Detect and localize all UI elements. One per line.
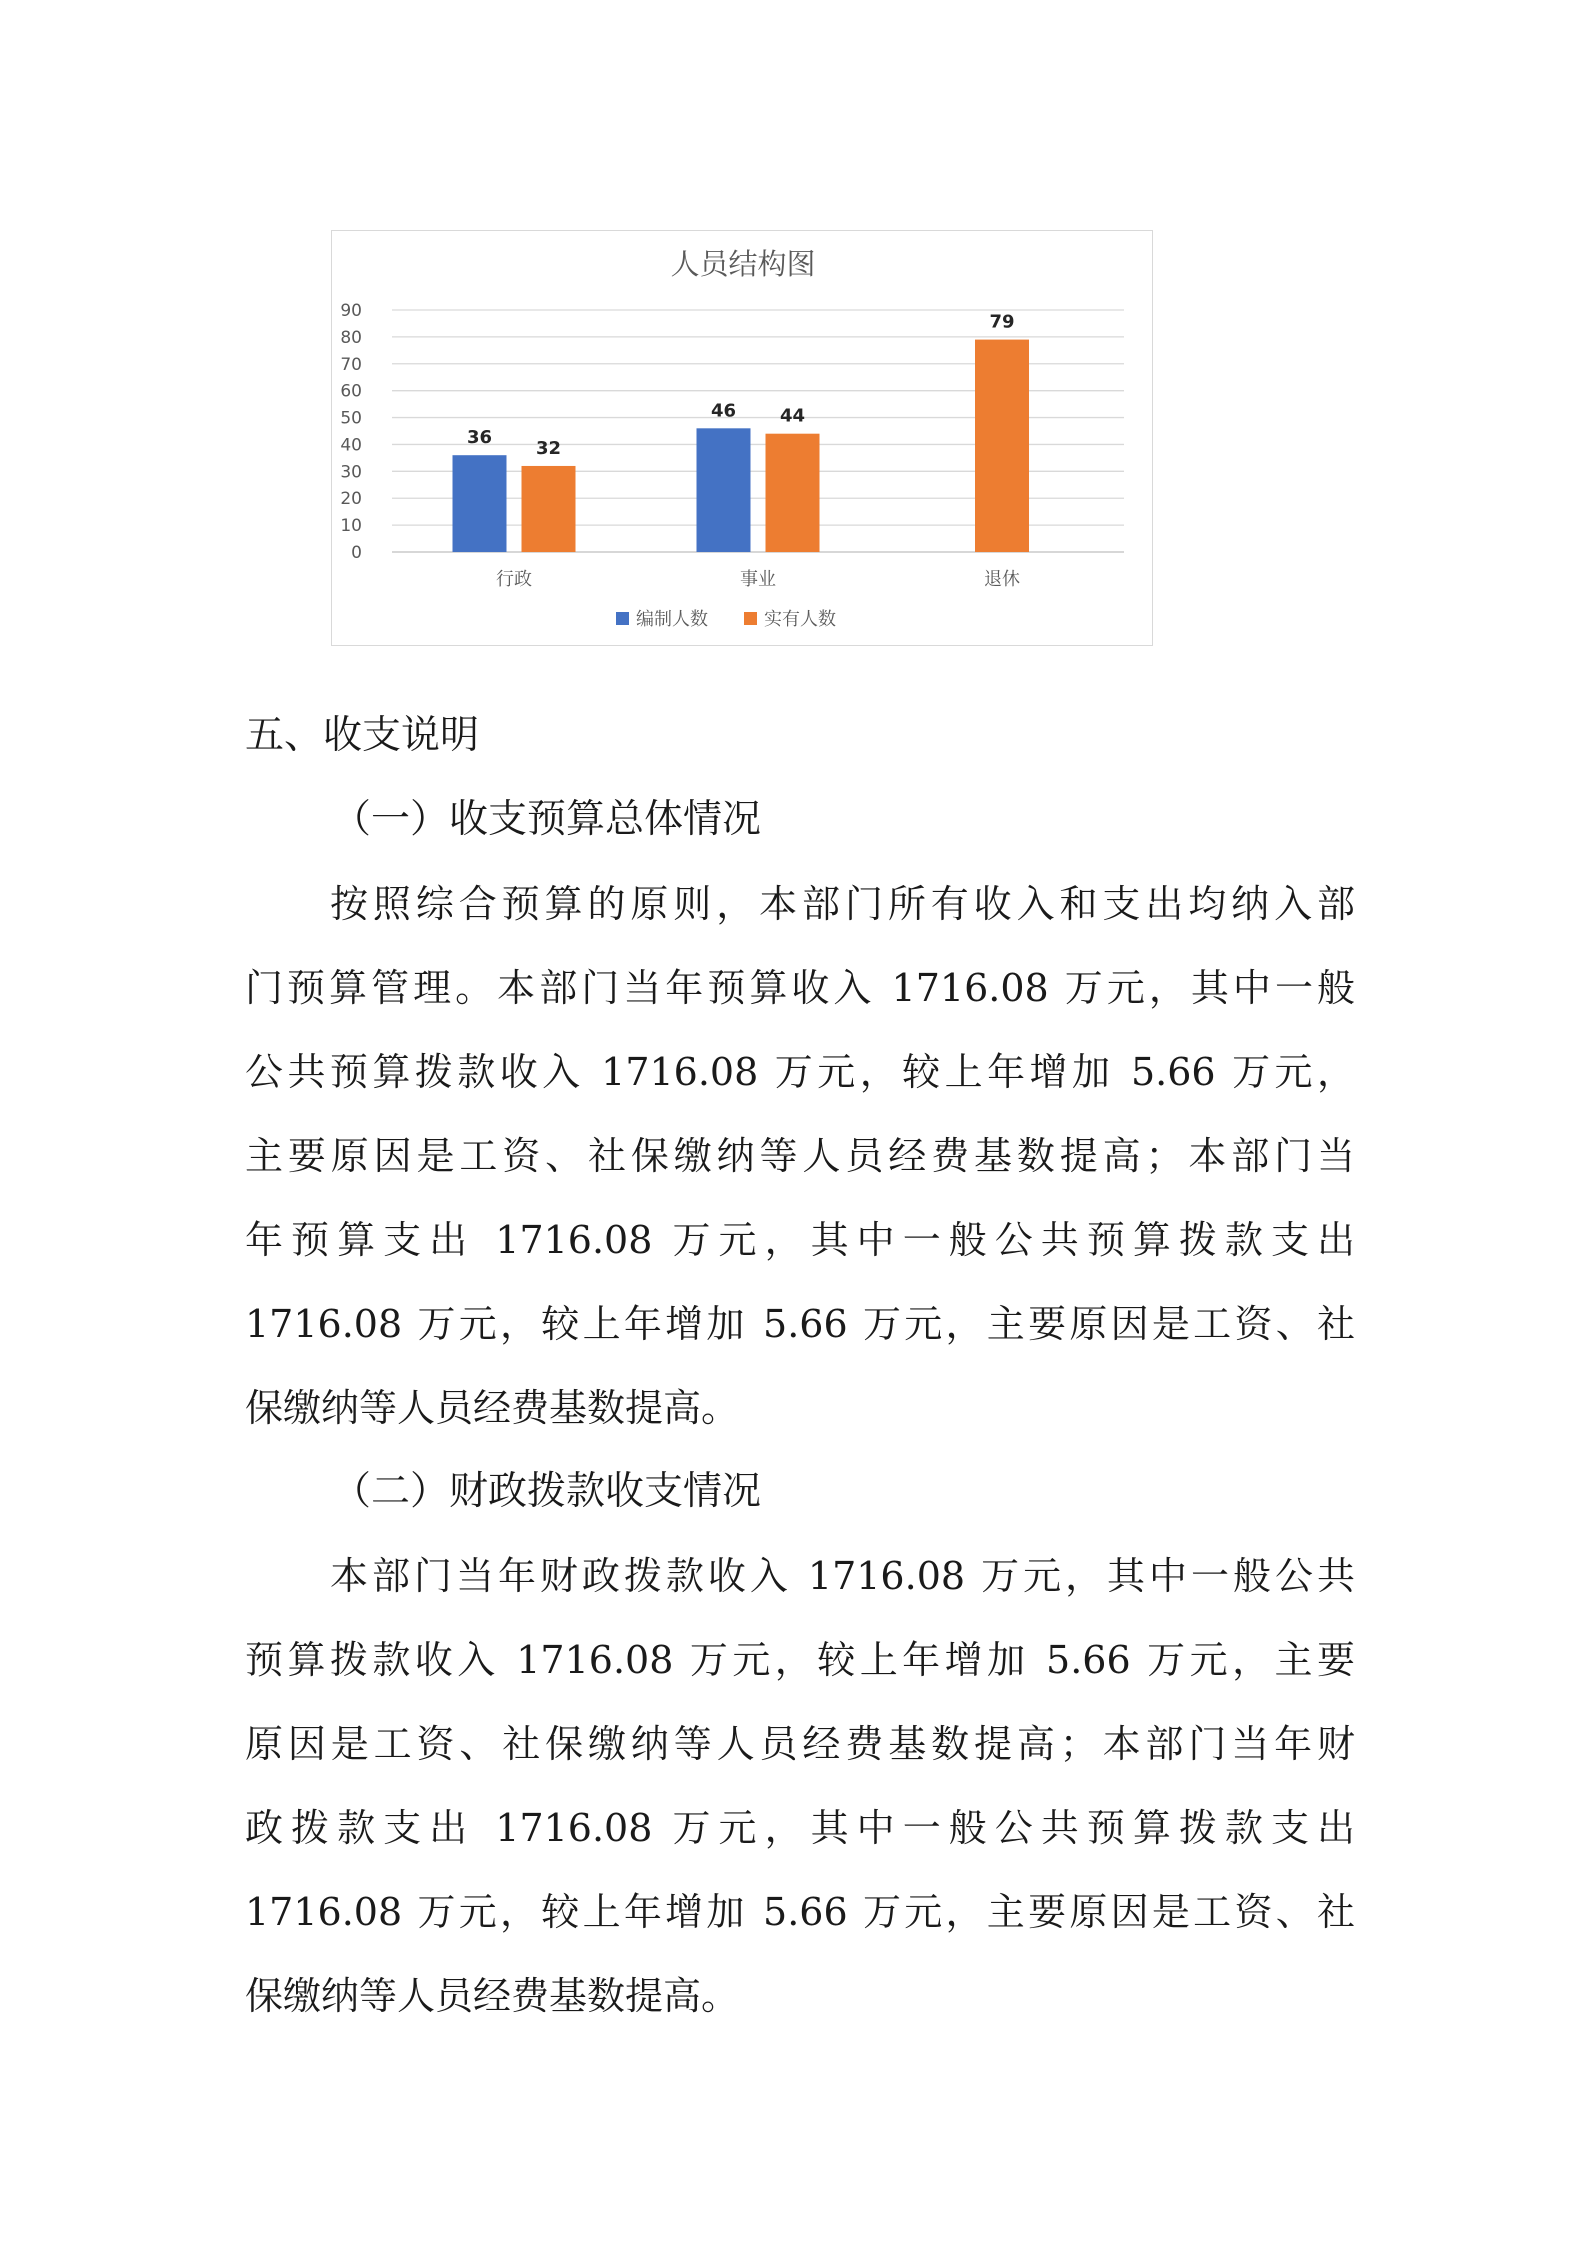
bar-编制人数: [697, 428, 751, 552]
y-tick-label: 20: [340, 489, 362, 510]
data-label: 44: [779, 405, 806, 427]
subsection-2-title: （二）财政拨款收支情况: [332, 1469, 762, 1514]
y-tick-label: 0: [351, 543, 362, 563]
paragraph-1-line-2: 门预算管理。本部门当年预算收入 1716.08 万元，其中一般: [245, 966, 1355, 1010]
paragraph-1-line-7: 保缴纳等人员经费基数提高。: [245, 1386, 740, 1430]
paragraph-2-line-5: 1716.08 万元，较上年增加 5.66 万元，主要原因是工资、社: [245, 1890, 1355, 1934]
y-tick-label: 40: [340, 435, 362, 456]
bar-实有人数: [766, 434, 820, 552]
paragraph-1-line-6: 1716.08 万元，较上年增加 5.66 万元，主要原因是工资、社: [245, 1302, 1355, 1346]
y-tick-label: 90: [340, 301, 362, 321]
y-tick-label: 70: [340, 354, 362, 375]
x-tick-label: 事业: [740, 569, 776, 590]
y-tick-label: 10: [340, 516, 362, 537]
bar-编制人数: [453, 455, 507, 552]
legend-swatch: [616, 612, 629, 625]
data-label: 36: [466, 427, 493, 449]
paragraph-2-line-4: 政拨款支出 1716.08 万元，其中一般公共预算拨款支出: [245, 1806, 1355, 1850]
paragraph-1-line-3: 公共预算拨款收入 1716.08 万元，较上年增加 5.66 万元，: [245, 1050, 1355, 1094]
paragraph-1-line-1: 按照综合预算的原则，本部门所有收入和支出均纳入部: [330, 882, 1355, 926]
paragraph-1-line-4: 主要原因是工资、社保缴纳等人员经费基数提高；本部门当: [245, 1134, 1355, 1178]
paragraph-2-line-3: 原因是工资、社保缴纳等人员经费基数提高；本部门当年财: [245, 1722, 1355, 1766]
data-label: 46: [710, 400, 737, 422]
staff-structure-chart: [331, 230, 1153, 646]
y-tick-label: 30: [340, 462, 362, 483]
paragraph-1-line-5: 年预算支出 1716.08 万元，其中一般公共预算拨款支出: [245, 1218, 1355, 1262]
x-tick-label: 行政: [496, 569, 532, 590]
subsection-1-title: （一）收支预算总体情况: [332, 797, 762, 842]
paragraph-2-line-1: 本部门当年财政拨款收入 1716.08 万元，其中一般公共: [330, 1554, 1355, 1598]
y-tick-label: 50: [340, 408, 362, 429]
bar-实有人数: [522, 466, 576, 552]
y-tick-label: 80: [340, 327, 362, 348]
legend-label: 编制人数: [636, 609, 708, 630]
y-tick-label: 60: [340, 381, 362, 402]
chart-canvas: [332, 231, 1154, 647]
paragraph-2-line-2: 预算拨款收入 1716.08 万元，较上年增加 5.66 万元，主要: [245, 1638, 1355, 1682]
chart-title: 人员结构图: [670, 247, 816, 281]
legend-swatch: [744, 612, 757, 625]
bar-实有人数: [975, 340, 1029, 552]
section-heading: 五、收支说明: [245, 713, 480, 758]
data-label: 79: [989, 311, 1015, 333]
x-tick-label: 退休: [984, 569, 1020, 590]
data-label: 32: [535, 437, 562, 459]
legend-label: 实有人数: [764, 609, 836, 630]
paragraph-2-line-6: 保缴纳等人员经费基数提高。: [245, 1974, 740, 2018]
